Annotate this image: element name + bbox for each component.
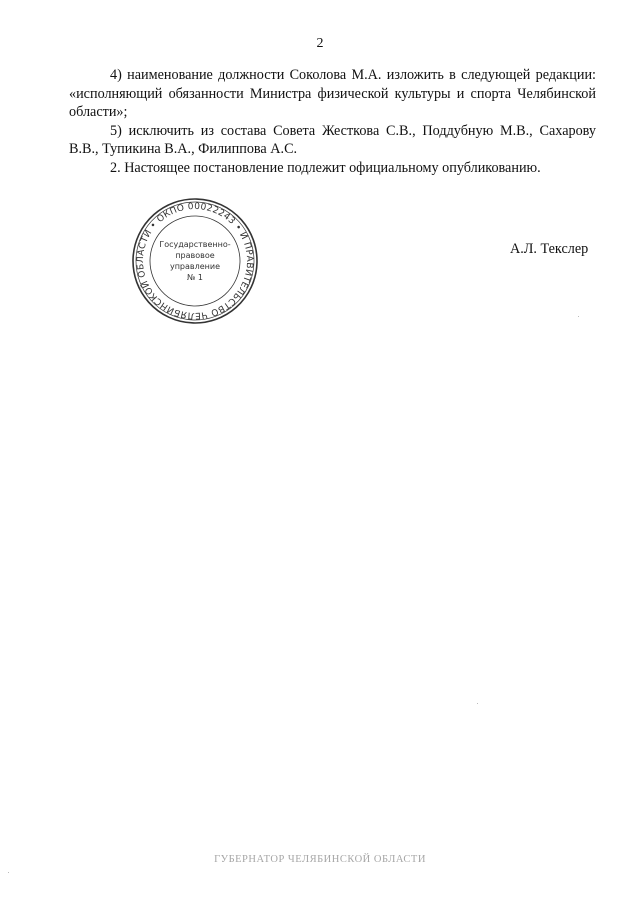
seal-ring-text: ПРАВИТЕЛЬСТВО ЧЕЛЯБИНСКОЙ ОБЛАСТИ • ОКПО 00022243 • ИНН: [135, 201, 255, 321]
seal-inner-line-1: Государственно-: [159, 240, 231, 249]
scan-speck: [477, 703, 478, 704]
scan-speck: [578, 316, 579, 317]
page-number: 2: [316, 36, 324, 51]
seal-inner-line-4: № 1: [187, 273, 203, 282]
paragraph-item-5: 5) исключить из состава Совета Жесткова С.В., Поддубную М.В., Сахарову В.В., Тупикина В.А., Филиппова А.С.: [69, 122, 596, 158]
seal-inner-line-3: управление: [169, 262, 221, 271]
official-seal-stamp: [130, 196, 260, 326]
svg-text:ПРАВИТЕЛЬСТВО ЧЕЛЯБИНСКОЙ ОБЛА: [130, 196, 260, 326]
seal-inner-line-2: правовое: [175, 251, 215, 260]
document-body: [69, 66, 596, 178]
scan-speck: [8, 872, 9, 873]
paragraph-publication: 2. Настоящее постановление подлежит официальному опубликованию.: [110, 159, 541, 176]
footer-title: ГУБЕРНАТОР ЧЕЛЯБИНСКОЙ ОБЛАСТИ: [214, 854, 426, 865]
signatory-name: А.Л. Текслер: [510, 241, 589, 257]
paragraph-item-4: 4) наименование должности Соколова М.А. изложить в следующей редакции: «исполняющий обязанности Министра физической культуры и спорта Челябинской области»;: [69, 67, 596, 121]
